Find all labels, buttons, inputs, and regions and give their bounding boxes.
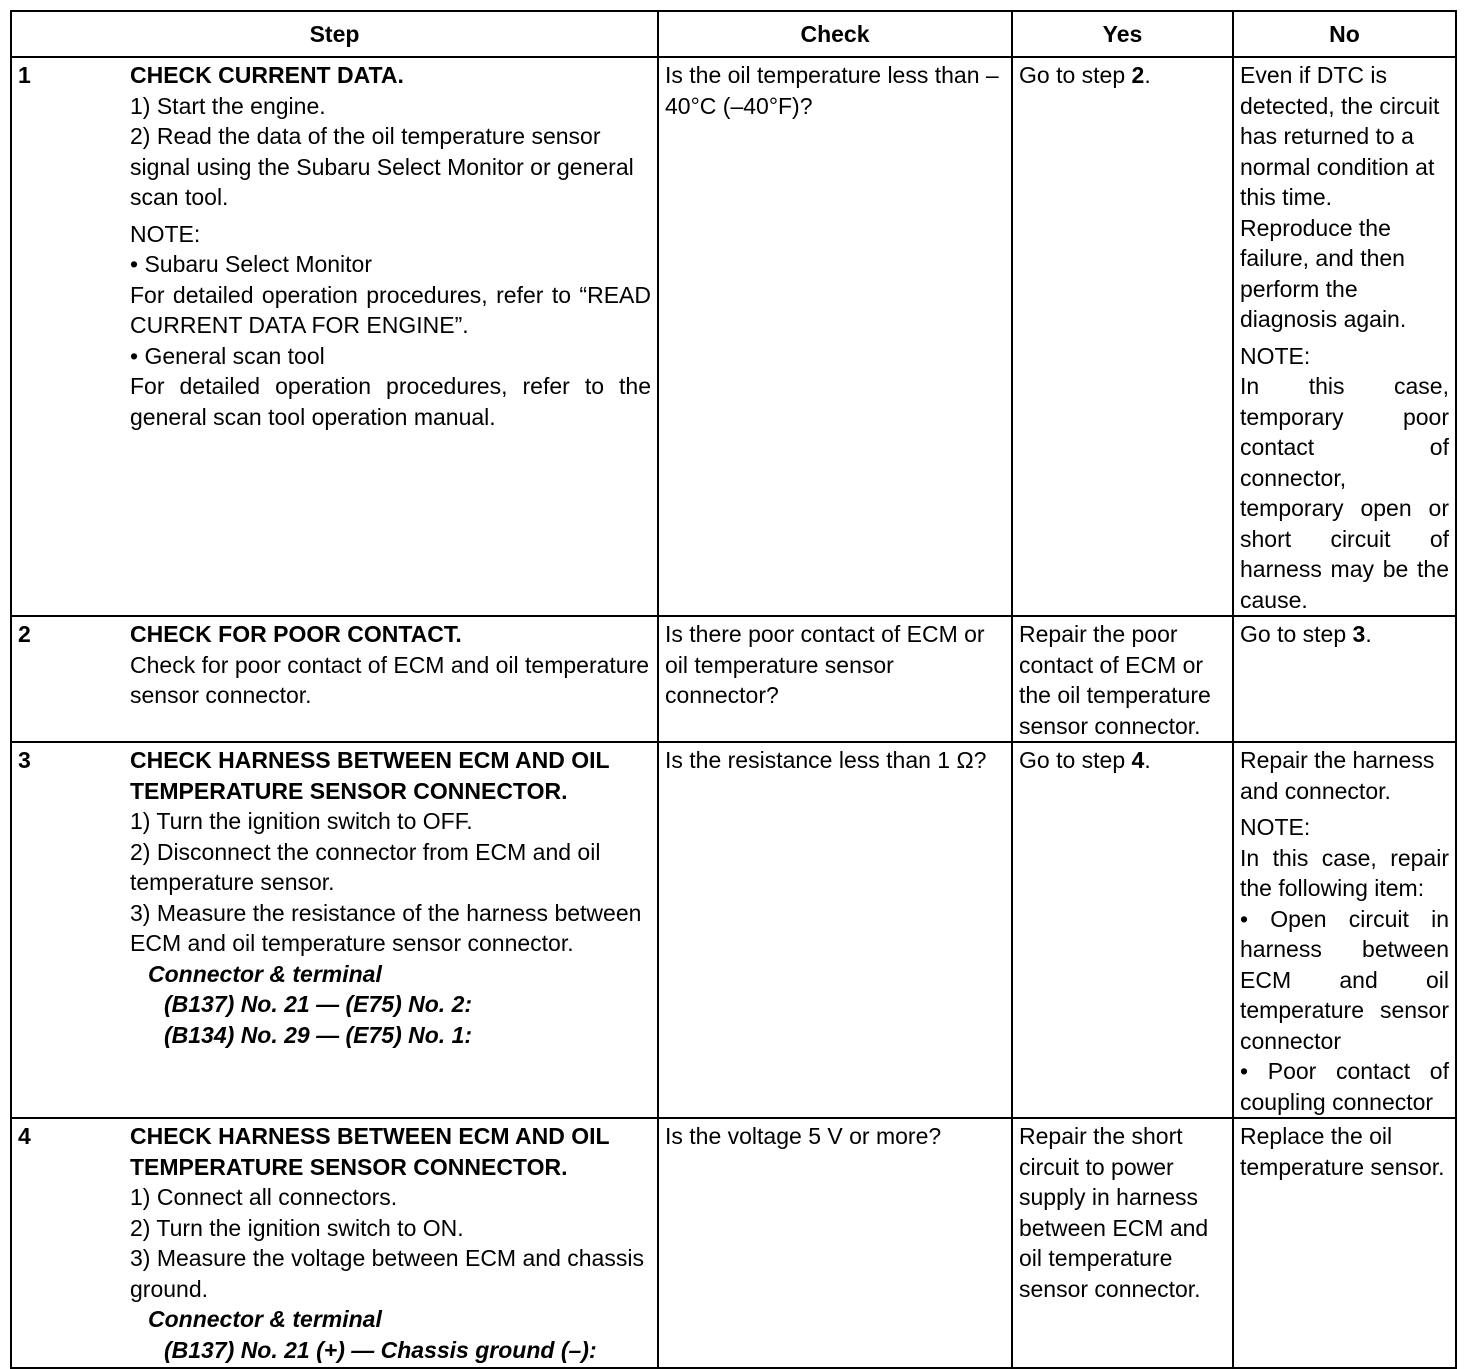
step-line: 2) Turn the ignition switch to ON. [130,1214,464,1241]
step-body [130,745,651,1050]
step-line: 2) Read the data of the oil temperature sensor signal using the Subaru Select Monitor or general scan tool. [130,123,634,210]
step-title: CHECK HARNESS BETWEEN ECM AND OIL TEMPERATURE SENSOR CONNECTOR. [130,747,610,804]
step-number: 3 [18,747,31,773]
step-title: CHECK FOR POOR CONTACT. [130,621,462,647]
connector-terminal-line: (B137) No. 21 — (E75) No. 2: [164,991,473,1017]
step-cell [11,57,658,616]
no-cell: Replace the oil temperature sensor. [1233,1118,1456,1368]
connector-terminal-label: Connector & terminal [148,1306,382,1332]
no-cell [1233,616,1456,742]
table-row [11,616,1456,742]
step-line: • Subaru Select Monitor [130,251,373,277]
step-line: For detailed operation procedures, refer to “READ CURRENT DATA FOR ENGINE”. [130,281,651,338]
step-cell [11,1118,658,1368]
check-cell: Is the resistance less than 1 Ω? [658,742,1012,1118]
connector-terminal-line: (B137) No. 21 (+) — Chassis ground (–): [164,1336,597,1363]
step-cell [11,742,658,1118]
step-line: 2) Disconnect the connector from ECM and oil temperature sensor. [130,838,601,895]
yes-step-ref: 4 [1131,747,1145,773]
no-note-text: In this case, temporary poor contact of connector, temporary open or short circuit of harness may be the cause. [1240,373,1449,613]
yes-text: Go to step [1019,747,1132,773]
header-no: No [1233,11,1456,57]
no-note-text: In this case, repair the following item: [1240,844,1449,901]
step-line: Check for poor contact of ECM and oil temperature sensor connector. [130,651,650,708]
table-row [11,1118,1456,1368]
table-row [11,57,1456,616]
no-text: Repair the harness and connector. [1240,747,1435,804]
no-note: NOTE: [1240,342,1311,369]
no-bullet: • Poor contact of coupling connector [1240,1058,1449,1115]
step-line: 1) Start the engine. [130,92,326,119]
step-line: 1) Connect all connectors. [130,1184,398,1210]
check-cell: Is the oil temperature less than –40°C (–40°F)? [658,57,1012,616]
step-line: 3) Measure the voltage between ECM and chassis ground. [130,1245,644,1302]
step-number: 2 [18,621,31,647]
table-row [11,742,1456,1118]
no-note: NOTE: [1240,814,1311,840]
step-title: CHECK HARNESS BETWEEN ECM AND OIL TEMPERATURE SENSOR CONNECTOR. [130,1123,610,1180]
diagnostic-table [10,10,1457,1369]
step-line: For detailed operation procedures, refer to the general scan tool operation manual. [130,373,651,430]
yes-step-ref: 2 [1131,62,1145,88]
step-line: 1) Turn the ignition switch to OFF. [130,808,473,834]
connector-terminal-line: (B134) No. 29 — (E75) No. 1: [164,1021,473,1048]
yes-cell [1012,57,1233,616]
no-bullet: • Open circuit in harness between ECM and oil temperature sensor connector [1240,905,1449,1054]
step-note: NOTE: [130,220,201,247]
yes-cell: Repair the poor contact of ECM or the oil temperature sensor connector. [1012,616,1233,742]
no-cell [1233,742,1456,1118]
step-body [130,619,651,711]
step-number: 4 [18,1123,31,1149]
step-number: 1 [18,62,31,88]
step-line: • General scan tool [130,342,325,369]
step-body [130,1121,651,1365]
check-cell: Is there poor contact of ECM or oil temperature sensor connector? [658,616,1012,742]
step-line: 3) Measure the resistance of the harness between ECM and oil temperature sensor connector. [130,899,642,956]
yes-text: Go to step [1019,62,1132,88]
no-cell [1233,57,1456,616]
no-period: . [1365,621,1372,647]
header-check: Check [658,11,1012,57]
check-cell: Is the voltage 5 V or more? [658,1118,1012,1368]
connector-terminal-label: Connector & terminal [148,960,382,987]
step-body [130,60,651,432]
yes-cell [1012,742,1233,1118]
no-step-ref: 3 [1352,621,1366,647]
step-title: CHECK CURRENT DATA. [130,62,404,88]
header-step: Step [11,11,658,57]
yes-period: . [1144,747,1151,773]
header-yes: Yes [1012,11,1233,57]
step-cell [11,616,658,742]
no-text: Even if DTC is detected, the circuit has returned to a normal condition at this time. Reproduce the failure, and then perform the diagnosis again. [1240,62,1440,332]
header-row [11,11,1456,57]
yes-period: . [1144,62,1151,88]
yes-cell: Repair the short circuit to power supply in harness between ECM and oil temperature sensor connector. [1012,1118,1233,1368]
no-text: Go to step [1240,621,1353,647]
